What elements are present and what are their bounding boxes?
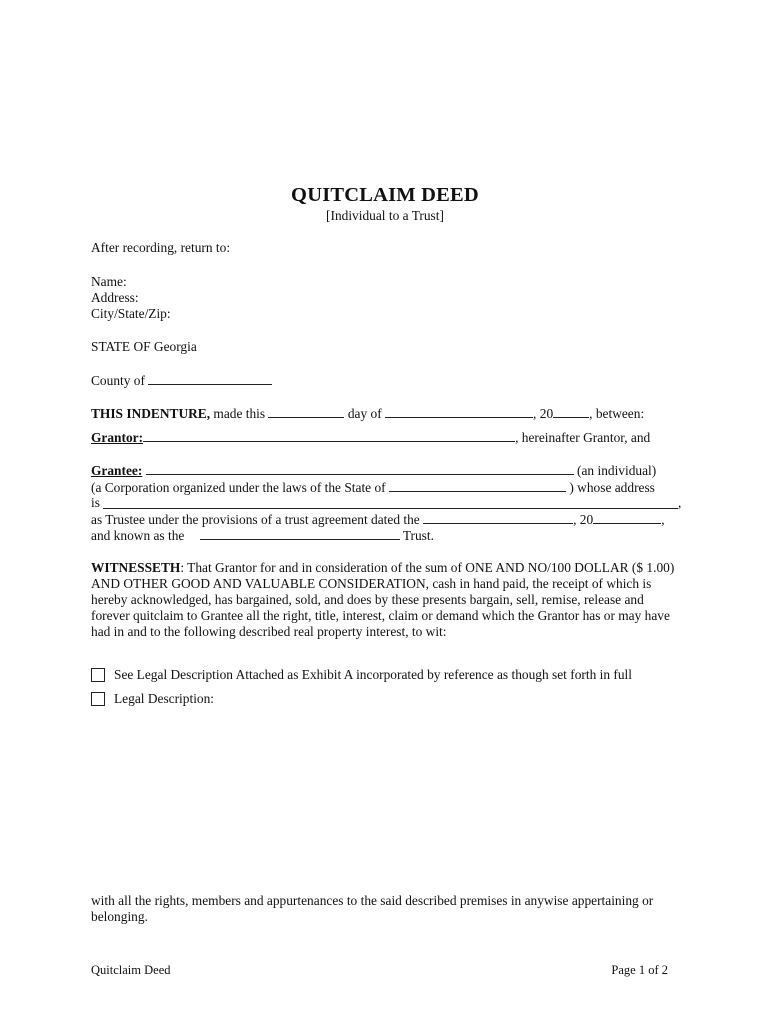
- city-state-zip-label: City/State/Zip:: [91, 306, 171, 321]
- exhibit-a-checkbox[interactable]: [91, 668, 105, 682]
- indenture-heading: THIS INDENTURE,: [91, 406, 211, 421]
- legal-description-checkbox[interactable]: [91, 692, 105, 706]
- county-field[interactable]: [148, 372, 272, 385]
- witnesseth-body: : That Grantor for and in consideration of the sum of ONE AND NO/100 DOLLAR ($ 1.00) AND OTHER GOOD AND VALUABLE CONSIDERATION, cash in hand paid, the receipt of which is hereby acknowledged, has bargained, sold, and does by these presents bargain, sell, remise, release and forever quitclaim to Grantee all the right, title, interest, claim or demand which the Grantor has or may have had in and to the following described real property interest, to wit:: [91, 560, 675, 640]
- trustee-text: as Trustee under the provisions of a trust agreement dated the: [91, 512, 420, 527]
- trust-word: Trust.: [402, 528, 434, 543]
- option-exhibit-a: [91, 667, 632, 683]
- county-label: County of: [91, 373, 145, 388]
- document-title: QUITCLAIM DEED: [291, 184, 479, 206]
- corporation-suffix: ) whose address: [569, 480, 655, 495]
- grantor-label: Grantor:: [91, 430, 144, 445]
- trust-name-field[interactable]: [200, 527, 400, 540]
- option-legal-description: [91, 691, 214, 707]
- grantee-line: [91, 462, 656, 479]
- state-of-incorporation-field[interactable]: [389, 479, 566, 492]
- day-field[interactable]: [268, 405, 344, 418]
- trust-date-field[interactable]: [423, 511, 573, 524]
- individual-text: (an individual): [577, 463, 657, 478]
- grantee-field[interactable]: [146, 462, 574, 475]
- trustee-year-prefix: , 20: [573, 512, 594, 527]
- document-subtitle: [Individual to a Trust]: [326, 208, 444, 223]
- known-as-text: and known as the: [91, 528, 185, 543]
- witnesseth-paragraph: [91, 560, 681, 640]
- legal-description-label: Legal Description:: [114, 691, 215, 706]
- trustee-end-comma: ,: [661, 512, 665, 527]
- grantee-label: Grantee:: [91, 463, 143, 478]
- witnesseth-heading: WITNESSETH: [91, 560, 181, 575]
- known-as-line: [91, 527, 434, 544]
- grantee-address-field[interactable]: [103, 496, 678, 509]
- month-field[interactable]: [385, 405, 533, 418]
- year-field[interactable]: [553, 405, 589, 418]
- between-text: , between:: [589, 406, 645, 421]
- trust-year-field[interactable]: [593, 511, 661, 524]
- return-to-label: After recording, return to:: [91, 240, 231, 255]
- exhibit-a-label: See Legal Description Attached as Exhibit A incorporated by reference as though set forth in full: [114, 667, 632, 682]
- year-prefix-text: , 20: [533, 406, 554, 421]
- county-line: [91, 372, 272, 389]
- closing-paragraph: with all the rights, members and appurtenances to the said described premises in anywise appertaining or belonging.: [91, 893, 654, 925]
- made-this-text: made this: [213, 406, 266, 421]
- footer-title: Quitclaim Deed: [91, 963, 171, 977]
- corporation-line: [91, 479, 655, 496]
- day-of-text: day of: [347, 406, 382, 421]
- address-label: Address:: [91, 290, 139, 305]
- corporation-prefix: (a Corporation organized under the laws of the State of: [91, 480, 386, 495]
- address-comma: ,: [678, 495, 682, 510]
- trustee-line: [91, 511, 665, 528]
- is-label: is: [91, 495, 100, 510]
- grantor-suffix: , hereinafter Grantor, and: [515, 430, 651, 445]
- state-line: STATE OF Georgia: [91, 339, 197, 354]
- grantor-line: [91, 429, 650, 446]
- grantor-field[interactable]: [143, 429, 515, 442]
- indenture-line: [91, 405, 644, 422]
- page-number: Page 1 of 2: [611, 963, 668, 977]
- name-label: Name:: [91, 274, 127, 289]
